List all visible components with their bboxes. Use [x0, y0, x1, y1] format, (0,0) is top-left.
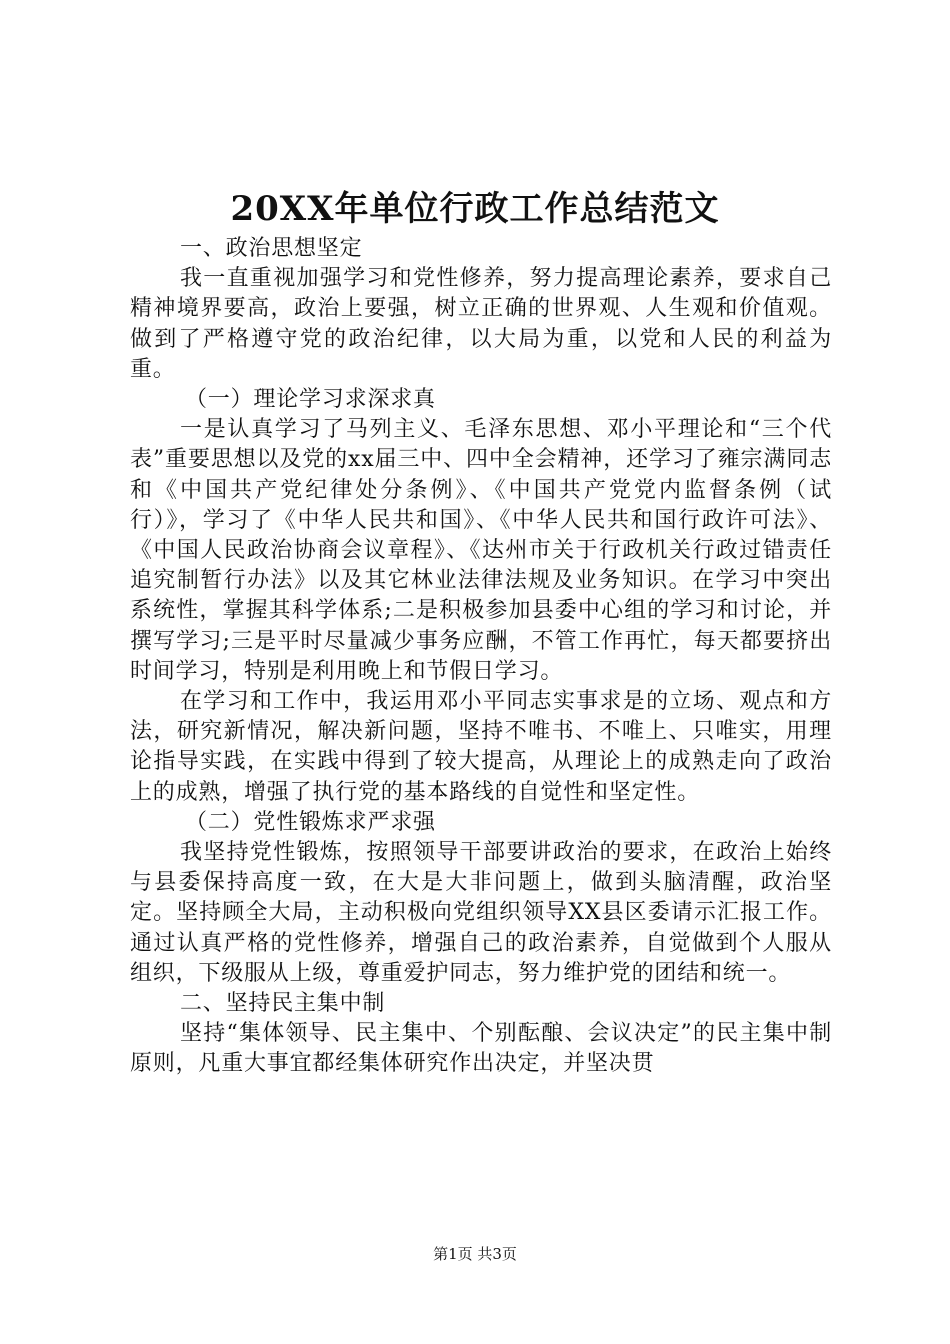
document-title: 20XX年单位行政工作总结范文 [230, 189, 720, 229]
subsection-heading-1: （一）理论学习求深求真 [185, 387, 436, 413]
paragraph-practice: 在学习和工作中，我运用邓小平同志实事求是的立场、观点和方法，研究新情况，解决新问题，坚持不唯书、不唯上、只唯实，用理论指导实践，在实践中得到了较大提高，从理论上的成熟走向了政治上的成熟，增强了执行党的基本路线的自觉性和坚定性。 [130, 689, 832, 805]
paragraph-political-study: 我一直重视加强学习和党性修养，努力提高理论素养，要求自己精神境界要高，政治上要强，树立正确的世界观、人生观和价值观。做到了严格遵守党的政治纪律，以大局为重，以党和人民的利益为重。 [130, 266, 832, 382]
paragraph-theory-study: 一是认真学习了马列主义、毛泽东思想、邓小平理论和“三个代表”重要思想以及党的xx届三中、四中全会精神，还学习了雍宗满同志和《中国共产党纪律处分条例》、《中国共产党党内监督条例（试行）》，学习了《中华人民共和国》、《中华人民共和国行政许可法》、《中国人民政治协商会议章程》、《达州市关于行政机关行政过错责任追究制暂行办法》以及其它林业法律法规及业务知识。在学习中突出系统性，掌握其科学体系;二是积极参加县委中心组的学习和讨论，并撰写学习;三是平时尽量减少事务应酬，不管工作再忙，每天都要挤出时间学习，特别是利用晚上和节假日学习。 [130, 417, 832, 684]
section-heading-1: 一、政治思想坚定 [180, 236, 363, 261]
page-footer: 第1页 共3页 [433, 1245, 517, 1263]
paragraph-democratic-centralism: 坚持“集体领导、民主集中、个别酝酿、会议决定”的民主集中制原则，凡重大事宜都经集体研究作出决定，并坚决贯 [130, 1021, 832, 1077]
section-heading-2: 二、坚持民主集中制 [180, 991, 386, 1017]
document-body [130, 234, 832, 1080]
subsection-heading-2: （二）党性锻炼求严求强 [185, 809, 436, 835]
paragraph-party-discipline: 我坚持党性锻炼，按照领导干部要讲政治的要求，在政治上始终与县委保持高度一致，在大是大非问题上，做到头脑清醒，政治坚定。坚持顾全大局，主动积极向党组织领导XX县区委请示汇报工作。通过认真严格的党性修养，增强自己的政治素养，自觉做到个人服从组织，下级服从上级，尊重爱护同志，努力维护党的团结和统一。 [130, 840, 832, 986]
